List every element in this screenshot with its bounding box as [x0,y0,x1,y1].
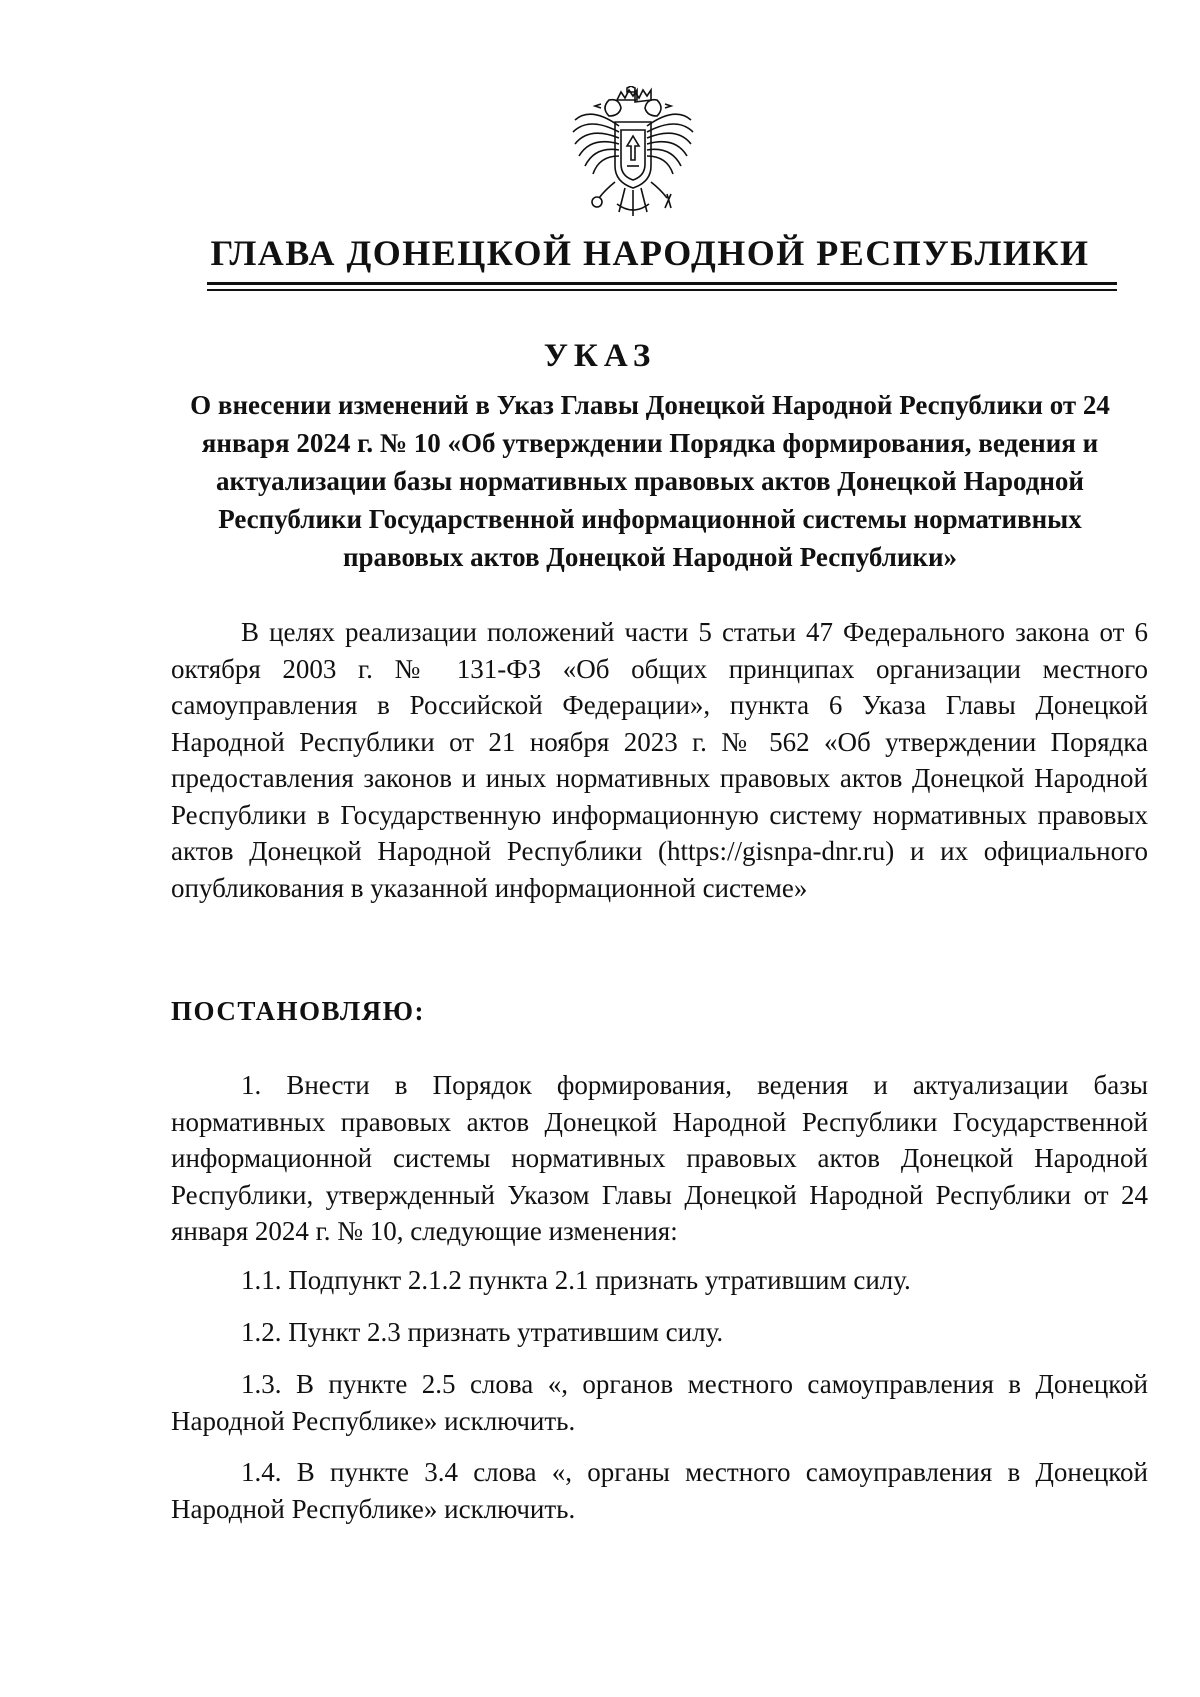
document-type: УКАЗ [543,338,657,374]
header-rule-thick [207,282,1117,285]
header-rule-thin [207,289,1117,291]
paragraph-1: 1. Внести в Порядок формирования, ведения и актуализации базы нормативных правовых актов Донецкой Народной Республики Государственной информационной системы нормативных правовых актов Донецкой Народной Республики, утвержденный Указом Главы Донецкой Народной Республики от 24 января 2024 г. № 10, следующие изменения: [171,1070,1148,1246]
preamble-paragraph: В целях реализации положений части 5 статьи 47 Федерального закона от 6 октября 2003 г. № 131-ФЗ «Об общих принципах организации местного самоуправления в Российской Федерации», пункта 6 Указа Главы Донецкой Народной Республики от 21 ноября 2023 г. № 562 «Об утверждении Порядка предоставления законов и иных нормативных правовых актов Донецкой Народной Республики в Государственную информационную систему нормативных правовых актов Донецкой Народной Республики (https://gisnpa-dnr.ru) и их официального опубликования в указанной информационной системе» [171,617,1148,903]
decree-word: ПОСТАНОВЛЯЮ: [171,996,425,1026]
subparagraph-1-3: 1.3. В пункте 2.5 слова «, органов местного самоуправления в Донецкой Народной Республике» исключить. [171,1369,1148,1436]
subparagraph-1-1: 1.1. Подпункт 2.1.2 пункта 2.1 признать утратившим силу. [241,1265,911,1295]
organization-title: ГЛАВА ДОНЕЦКОЙ НАРОДНОЙ РЕСПУБЛИКИ [210,233,1090,273]
document-title: О внесении изменений в Указ Главы Донецкой Народной Республики от 24 января 2024 г. № 10 «Об утверждении Порядка формирования, ведения и актуализации базы нормативных правовых актов Донецкой Народной Республики Государственной информационной системы нормативных правовых актов Донецкой Народной Республики» [190,390,1110,572]
subparagraph-1-2: 1.2. Пункт 2.3 признать утратившим силу. [241,1317,724,1347]
coat-of-arms-icon [571,86,695,226]
subparagraph-1-4: 1.4. В пункте 3.4 слова «, органы местного самоуправления в Донецкой Народной Республике» исключить. [171,1457,1148,1524]
